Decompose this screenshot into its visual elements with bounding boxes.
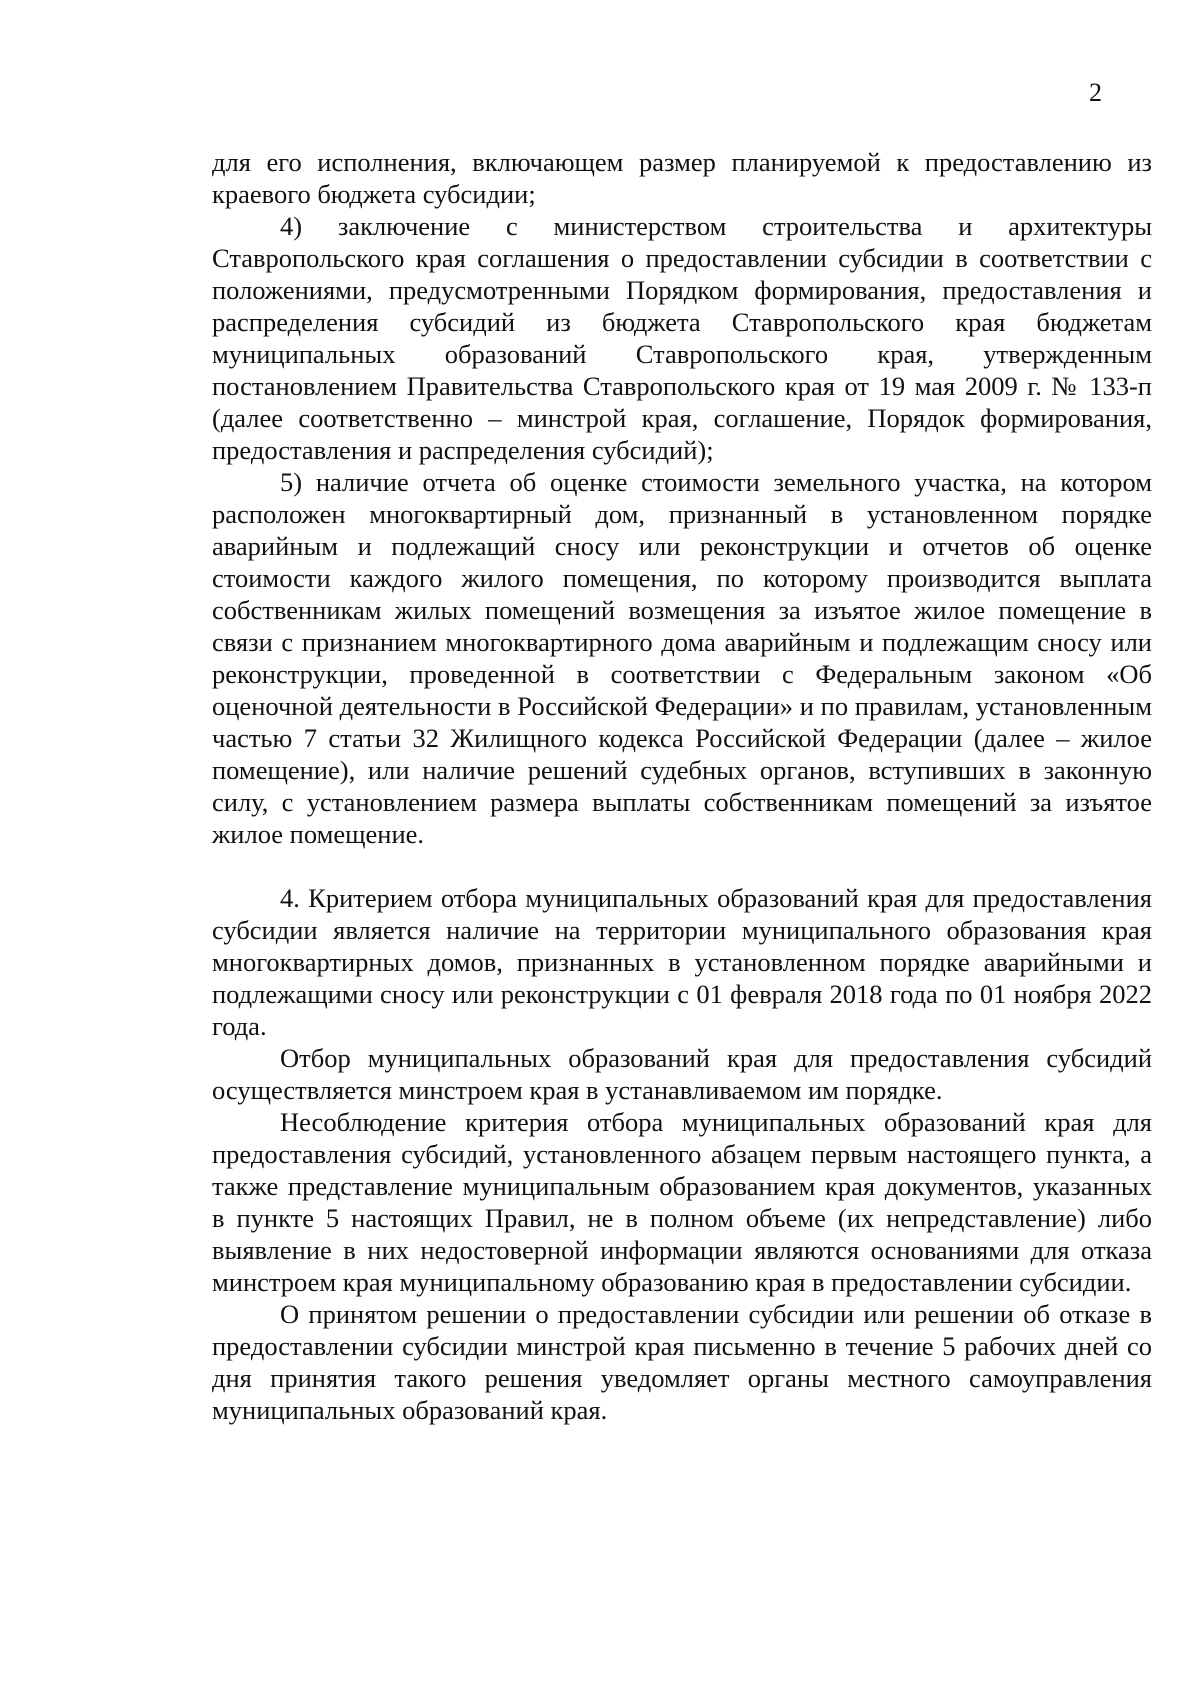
paragraph-section-4: 4. Критерием отбора муниципальных образований края для предоставления субсидии является наличие на территории муниципального образования края многоквартирных домов, признанных в установленном порядке аварийными и подлежащими сносу или реконструкции с 01 февраля 2018 года по 01 ноября 2022 года. (212, 883, 1152, 1041)
paragraph-non-compliance: Несоблюдение критерия отбора муниципальных образований края для предоставления субсидий, установленного абзацем первым настоящего пункта, а также представление муниципальным образованием края документов, указанных в пункте 5 настоящих Правил, не в полном объеме (их непредставление) либо выявление в них недостоверной информации являются основаниями для отказа минстроем края муниципальному образованию края в предоставлении субсидии. (212, 1107, 1152, 1297)
paragraph-selection-procedure: Отбор муниципальных образований края для предоставления субсидий осуществляется минстроем края в устанавливаемом им порядке. (212, 1043, 1152, 1105)
paragraph-decision-notice: О принятом решении о предоставлении субсидии или решении об отказе в предоставлении субсидии минстрой края письменно в течение 5 рабочих дней со дня принятия такого решения уведомляет органы местного самоуправления муниципальных образований края. (212, 1299, 1152, 1425)
paragraph-item-4: 4) заключение с министерством строительства и архитектуры Ставропольского края соглашения о предоставлении субсидии в соответствии с положениями, предусмотренными Порядком формирования, предоставления и распределения субсидий из бюджета Ставропольского края бюджетам муниципальных образований Ставропольского края, утвержденным постановлением Правительства Ставропольского края от 19 мая 2009 г. № 133-п (далее соответственно – минстрой края, соглашение, Порядок формирования, предоставления и распределения субсидий); (212, 211, 1152, 465)
paragraph-continuation: для его исполнения, включающем размер планируемой к предоставлению из краевого бюджета субсидии; (212, 147, 1152, 209)
page-number: 2 (1089, 78, 1102, 107)
document-body (212, 146, 1152, 1426)
paragraph-item-5: 5) наличие отчета об оценке стоимости земельного участка, на котором расположен многоквартирный дом, признанный в установленном порядке аварийным и подлежащий сносу или реконструкции и отчетов об оценке стоимости каждого жилого помещения, по которому производится выплата собственникам жилых помещений возмещения за изъятое жилое помещение в связи с признанием многоквартирного дома аварийным и подлежащим сносу или реконструкции, проведенной в соответствии с Федеральным законом «Об оценочной деятельности в Российской Федерации» и по правилам, установленным частью 7 статьи 32 Жилищного кодекса Российской Федерации (далее – жилое помещение), или наличие решений судебных органов, вступивших в законную силу, с установлением размера выплаты собственникам помещений за изъятое жилое помещение. (212, 467, 1152, 849)
